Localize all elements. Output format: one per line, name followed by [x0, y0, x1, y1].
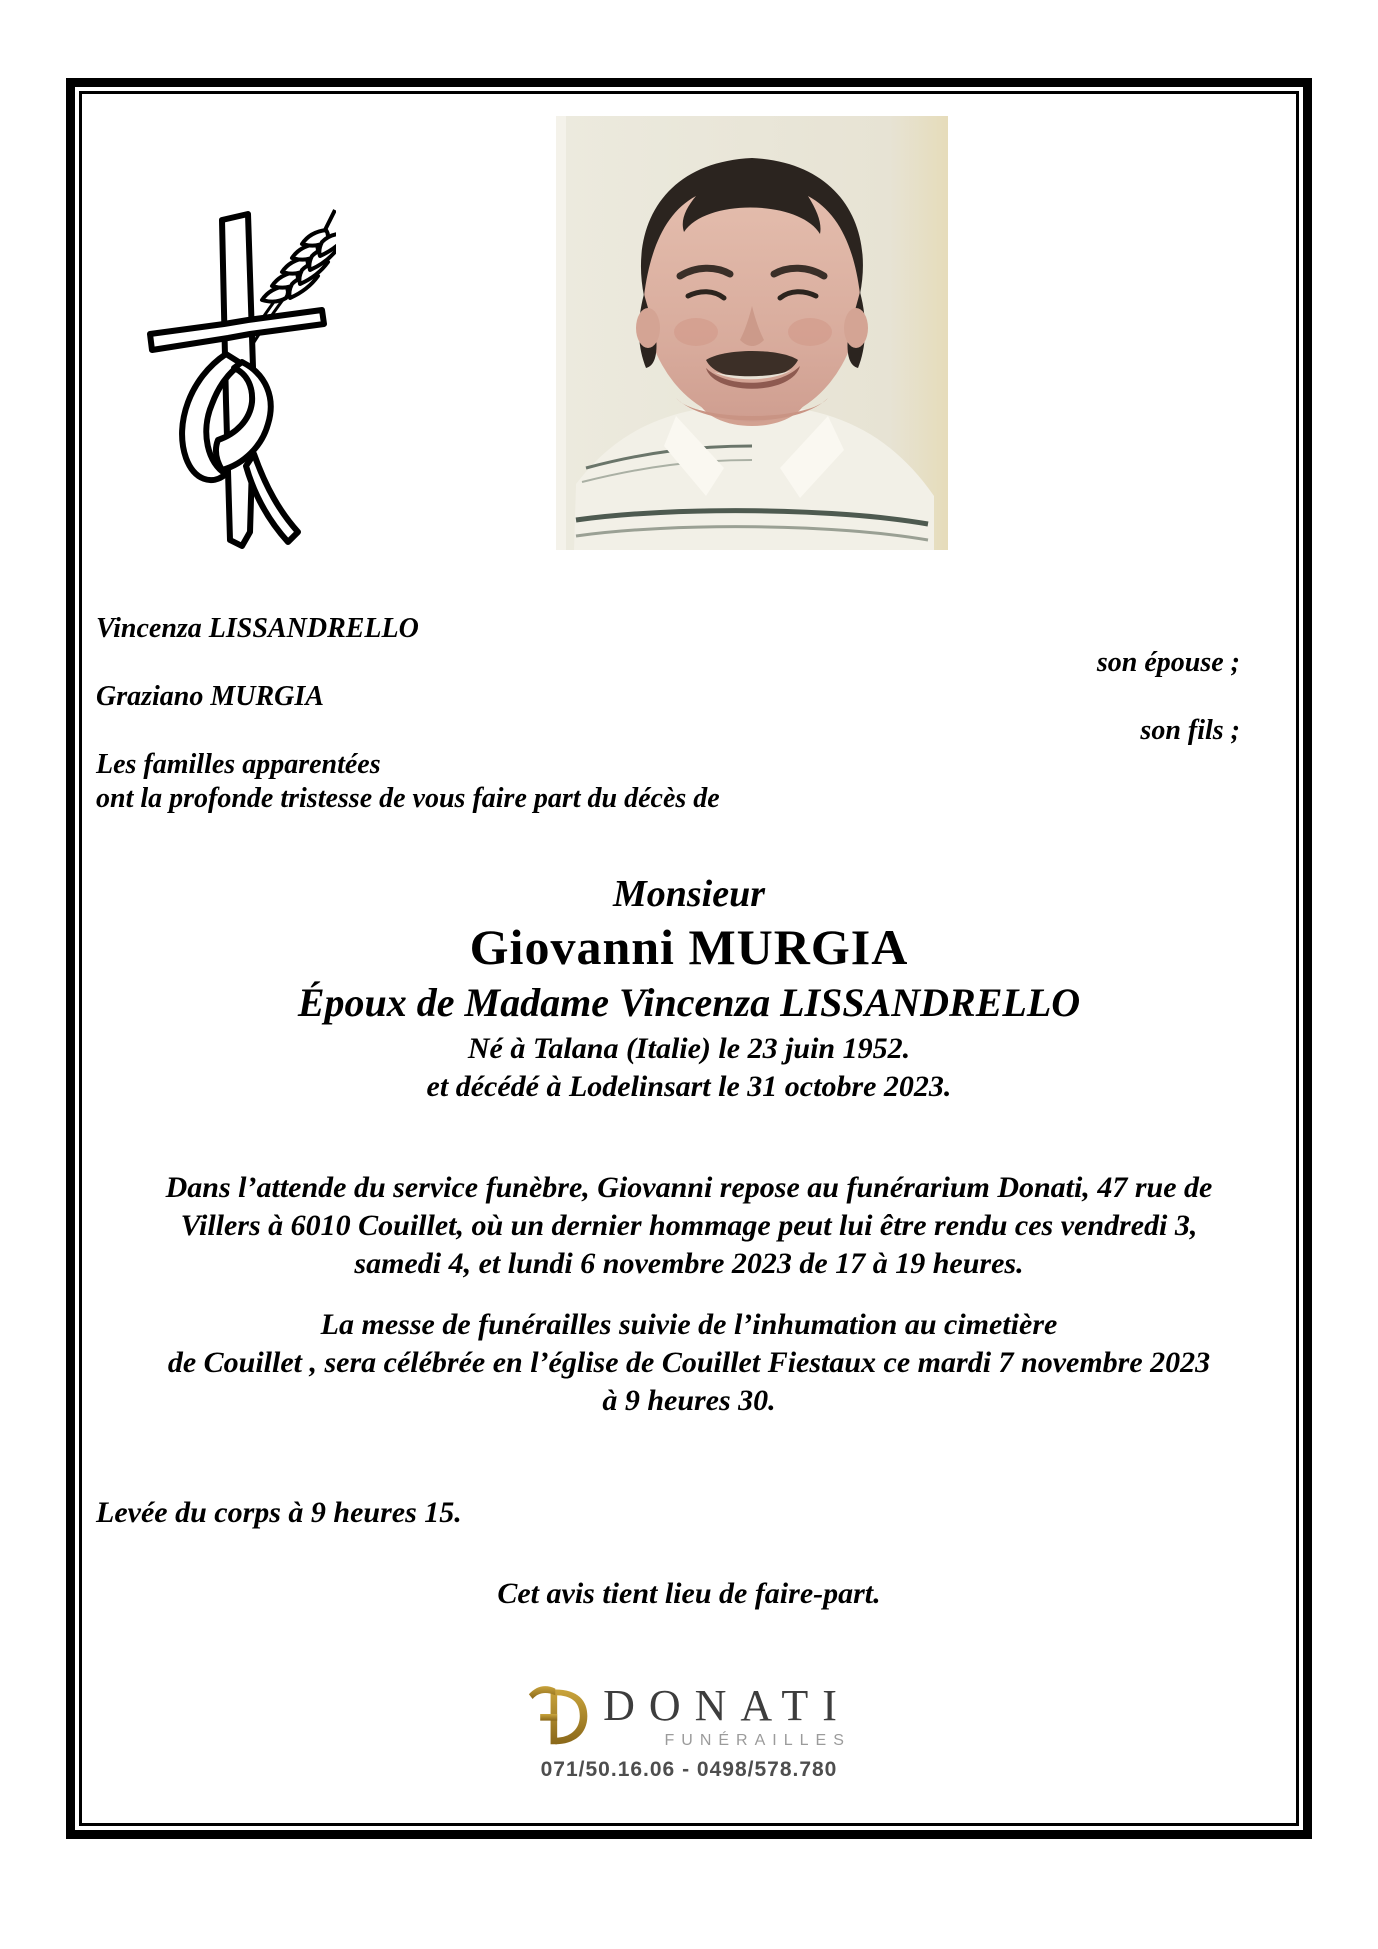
funeral-paragraph [80, 1306, 1298, 1420]
cross-wheat-ribbon-icon [138, 202, 336, 550]
avis-line: Cet avis tient lieu de faire-part. [497, 1577, 881, 1610]
wake-paragraph [80, 1169, 1298, 1283]
deceased-heading [80, 870, 1298, 1106]
funeral-line-2: de Couillet , sera célébrée en l’église de Couillet Fiestaux ce mardi 7 novembre 2023 [167, 1346, 1211, 1379]
son-name: Graziano MURGIA [96, 681, 324, 712]
families-line: Les familles apparentées [96, 749, 381, 780]
wife-name: Vincenza LISSANDRELLO [96, 613, 419, 644]
birth-line: Né à Talana (Italie) le 23 juin 1952. [467, 1032, 911, 1065]
levee-line: Levée du corps à 9 heures 15. [96, 1496, 462, 1529]
wake-line-1: Dans l’attende du service funèbre, Giovanni repose au funérarium Donati, 47 rue de [165, 1171, 1213, 1204]
deceased-name: Giovanni MURGIA [469, 919, 909, 975]
spouse-line: Époux de Madame Vincenza LISSANDRELLO [297, 980, 1081, 1025]
funeral-home-logo [0, 1682, 1378, 1782]
civility-title: Monsieur [612, 873, 766, 915]
wake-line-3: samedi 4, et lundi 6 novembre 2023 de 17 à 19 heures. [354, 1247, 1024, 1280]
family-block [96, 612, 1286, 816]
son-relation: son fils ; [1140, 715, 1240, 746]
funeral-home-name: DONATI [603, 1681, 851, 1730]
deceased-portrait-photo [556, 116, 948, 550]
wife-relation: son épouse ; [1096, 647, 1240, 678]
funeral-line-3: à 9 heures 30. [602, 1384, 776, 1417]
death-line: et décédé à Lodelinsart le 31 octobre 2023. [426, 1070, 952, 1103]
funeral-home-subtitle: FUNÉRAILLES [664, 1732, 851, 1749]
funeral-home-phones: 071/50.16.06 - 0498/578.780 [540, 1758, 838, 1781]
funeral-line-1: La messe de funérailles suivie de l’inhumation au cimetière [320, 1308, 1058, 1341]
donati-monogram-icon [527, 1682, 593, 1748]
wake-line-2: Villers à 6010 Couillet, où un dernier hommage peut lui être rendu ces vendredi 3, [180, 1209, 1198, 1242]
announcement-line: ont la profonde tristesse de vous faire part du décès de [96, 783, 720, 814]
